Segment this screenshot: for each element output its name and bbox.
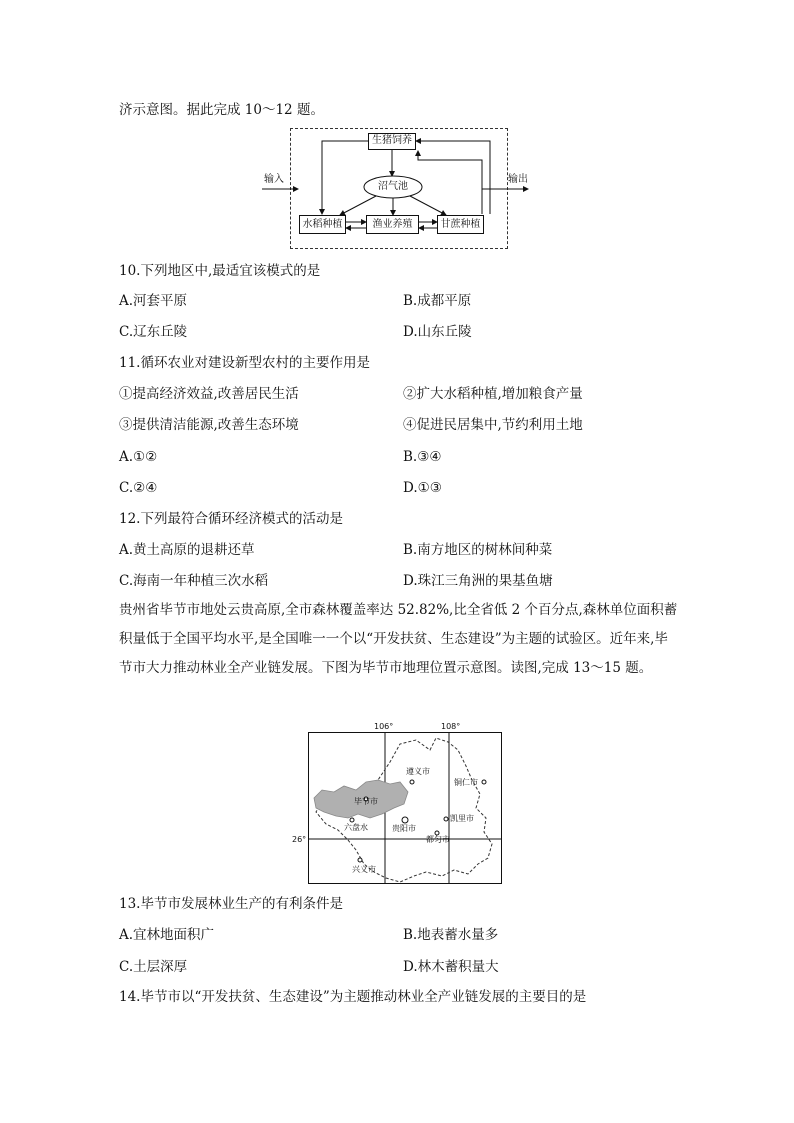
rice-box: 水稻种植: [299, 215, 346, 234]
biogas-label: 沼气池: [378, 181, 408, 192]
q11-stem: 11.循环农业对建设新型农村的主要作用是: [119, 355, 370, 371]
output-label: 输出: [508, 174, 528, 185]
q12-option-b: B.南方地区的树林间种菜: [403, 542, 553, 558]
q13-option-a: A.宜林地面积广: [119, 927, 215, 943]
q11-statement-1: ①提高经济效益,改善居民生活: [119, 386, 299, 402]
q12-stem: 12.下列最符合循环经济模式的活动是: [119, 511, 343, 527]
lon-108-label: 108°: [441, 722, 461, 731]
q11-option-b: B.③④: [403, 449, 442, 465]
map-svg: [308, 732, 502, 884]
q10-option-a: A.河套平原: [119, 293, 188, 309]
q13-option-b: B.地表蓄水量多: [403, 927, 499, 943]
diagram-arrows: [0, 0, 794, 300]
q12-option-d: D.珠江三角洲的果基鱼塘: [403, 573, 553, 589]
q11-statement-2: ②扩大水稻种植,增加粮食产量: [403, 386, 583, 402]
city-guiyang: 贵阳市: [392, 824, 416, 833]
input-label: 输入: [264, 174, 284, 185]
q10-option-d: D.山东丘陵: [403, 324, 472, 340]
q11-statement-3: ③提供清洁能源,改善生态环境: [119, 417, 299, 433]
city-bijie: 毕节市: [354, 797, 378, 806]
q11-statement-4: ④促进民居集中,节约利用土地: [403, 417, 583, 433]
q14-stem: 14.毕节市以“开发扶贫、生态建设”为主题推动林业全产业链发展的主要目的是: [119, 989, 587, 1005]
pig-farming-box: 生猪饲养: [368, 133, 416, 150]
q11-option-c: C.②④: [119, 480, 158, 496]
q12-option-c: C.海南一年种植三次水稻: [119, 573, 269, 589]
city-kaili: 凯里市: [450, 814, 474, 823]
lon-106-label: 106°: [374, 722, 394, 731]
q10-option-c: C.辽东丘陵: [119, 324, 188, 340]
lead-text: 济示意图。据此完成 10～12 题。: [119, 102, 324, 118]
city-xingyi: 兴义市: [352, 865, 376, 874]
sugarcane-box: 甘蔗种植: [437, 215, 484, 234]
city-duyun: 都匀市: [426, 835, 450, 844]
city-zunyi: 遵义市: [406, 767, 430, 776]
city-tongren: 铜仁市: [454, 778, 478, 787]
lat-26-label: 26°: [292, 835, 307, 844]
passage-text: 贵州省毕节市地处云贵高原,全市森林覆盖率达 52.82%,比全省低 2 个百分点,森林单位面积蓄积量低于全国平均水平,是全国唯一一个以“开发扶贫、生态建设”为主题的试验区。近年来,毕节市大力推动林业全产业链发展。下图为毕节市地理位置示意图。读图,完成 13～15 题。: [119, 602, 678, 676]
q11-option-a: A.①②: [119, 449, 158, 465]
q10-option-b: B.成都平原: [403, 293, 472, 309]
q10-stem: 10.下列地区中,最适宜该模式的是: [119, 263, 321, 279]
q13-option-d: D.林木蓄积量大: [403, 959, 499, 975]
q11-option-d: D.①③: [403, 480, 442, 496]
q13-option-c: C.土层深厚: [119, 959, 188, 975]
q13-stem: 13.毕节市发展林业生产的有利条件是: [119, 896, 343, 912]
fishery-box: 渔业养殖: [366, 215, 419, 234]
city-liupanshui: 六盘水: [344, 823, 368, 832]
q12-option-a: A.黄土高原的退耕还草: [119, 542, 255, 558]
